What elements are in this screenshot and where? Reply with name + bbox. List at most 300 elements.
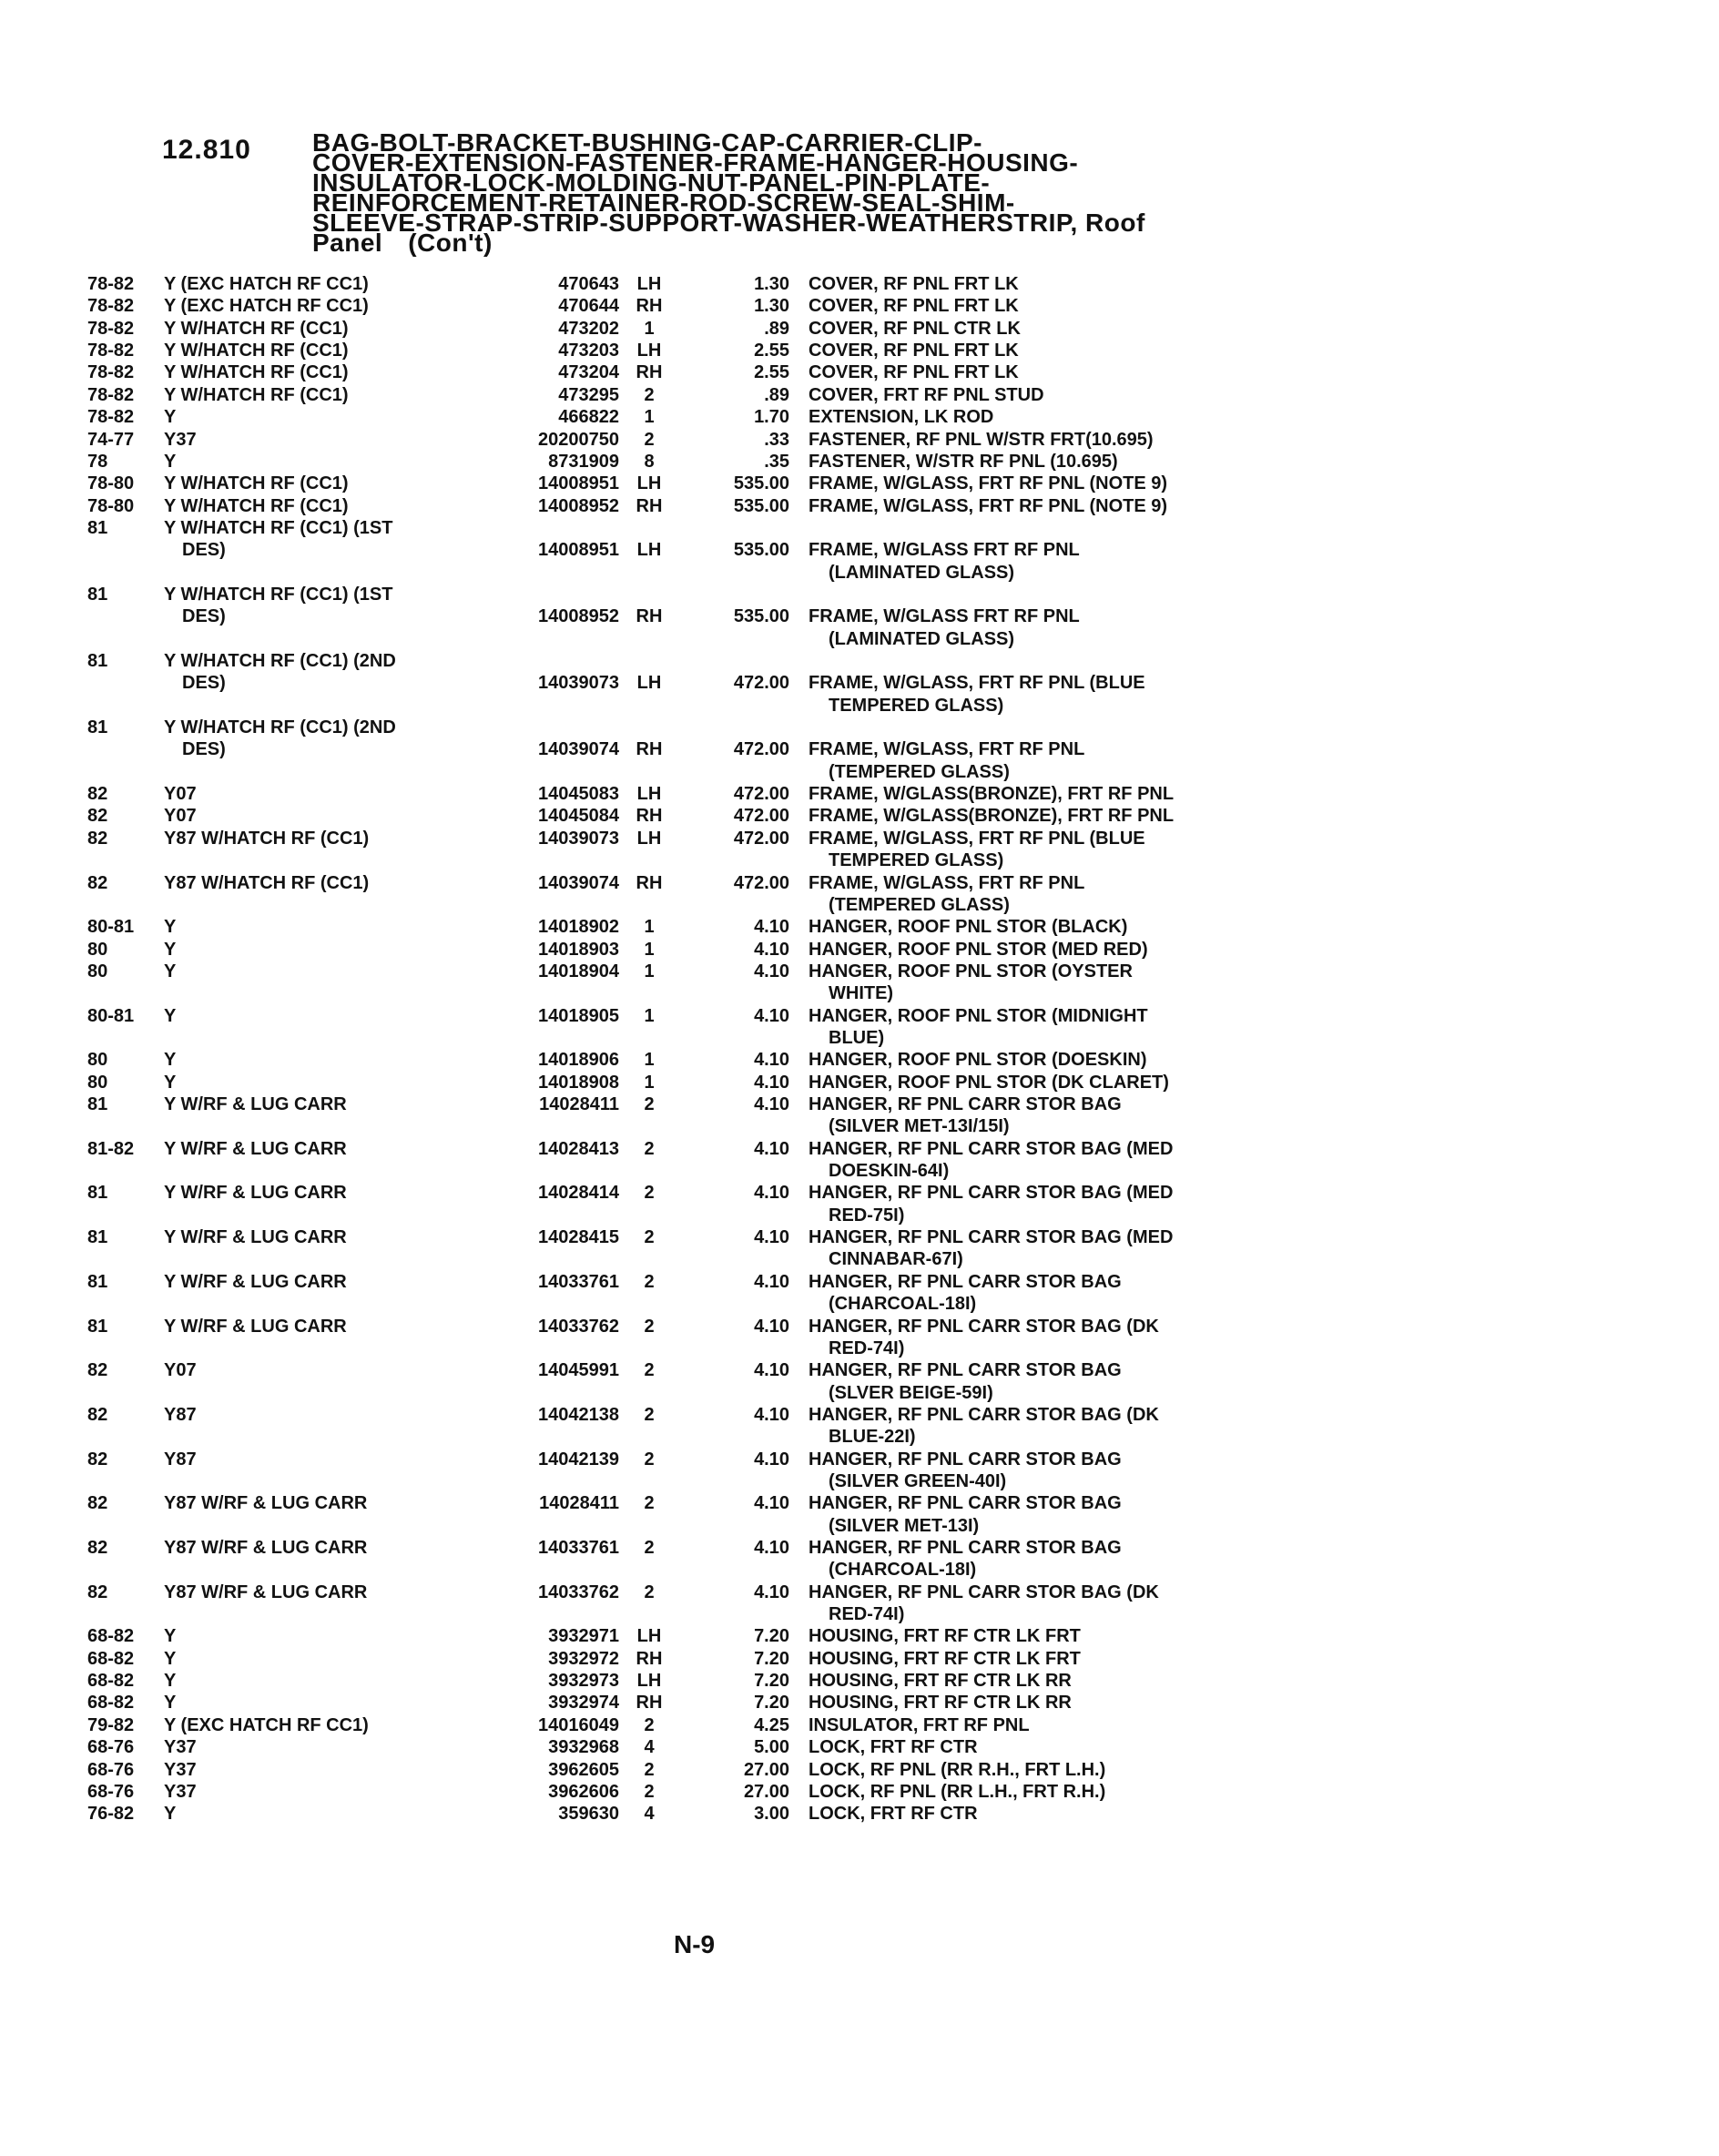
description-cell: COVER, RF PNL CTR LK (809, 318, 1021, 339)
price-cell: 4.10 (754, 1493, 789, 1514)
description-cell: (SILVER GREEN-40I) (829, 1470, 1007, 1491)
model-cell: Y W/RF & LUG CARR (164, 1316, 347, 1337)
description-cell: (LAMINATED GLASS) (829, 628, 1015, 649)
model-cell: Y (EXC HATCH RF CC1) (164, 296, 369, 317)
model-cell: Y (164, 939, 177, 960)
model-cell: Y (164, 1671, 177, 1692)
part-number-cell: 14018908 (538, 1072, 619, 1093)
description-cell: HANGER, ROOF PNL STOR (DOESKIN) (809, 1050, 1147, 1071)
page-number: N-9 (674, 1930, 716, 1958)
model-cell: Y87 (164, 1449, 197, 1470)
year-cell: 80-81 (87, 917, 135, 938)
description-cell: TEMPERED GLASS) (829, 850, 1004, 871)
price-cell: 4.10 (754, 1005, 789, 1026)
description-cell: HOUSING, FRT RF CTR LK RR (809, 1671, 1072, 1692)
description-cell: FRAME, W/GLASS, FRT RF PNL (809, 739, 1085, 760)
year-cell: 81 (87, 1183, 108, 1204)
price-cell: 4.10 (754, 1050, 789, 1071)
model-cell: Y87 W/HATCH RF (CC1) (164, 828, 370, 849)
price-cell: 4.10 (754, 917, 789, 938)
quantity-cell: 1 (644, 961, 655, 981)
part-number-cell: 14042138 (538, 1404, 619, 1425)
description-cell: COVER, RF PNL FRT LK (809, 274, 1019, 294)
year-cell: 68-82 (87, 1648, 135, 1669)
part-number-cell: 14039073 (538, 828, 619, 849)
model-cell: Y (164, 1804, 177, 1825)
part-number-cell: 20200750 (538, 429, 619, 450)
year-cell: 80 (87, 939, 108, 960)
price-cell: 1.30 (754, 296, 789, 317)
quantity-cell: LH (636, 341, 662, 361)
model-cell: Y W/HATCH RF (CC1) (164, 318, 349, 339)
part-number-cell: 3932968 (548, 1737, 619, 1758)
description-cell: LOCK, RF PNL (RR L.H., FRT R.H.) (809, 1781, 1106, 1802)
description-cell: (TEMPERED GLASS) (829, 894, 1010, 915)
part-number-cell: 14008951 (538, 473, 619, 494)
model-cell: Y W/RF & LUG CARR (164, 1138, 347, 1159)
quantity-cell: 1 (644, 1072, 655, 1093)
description-cell: FRAME, W/GLASS, FRT RF PNL (BLUE (809, 673, 1145, 694)
part-number-cell: 14028414 (538, 1183, 619, 1204)
quantity-cell: RH (636, 806, 663, 827)
description-cell: BLUE-22I) (829, 1427, 916, 1448)
price-cell: 472.00 (733, 872, 789, 893)
part-number-cell: 470643 (558, 274, 619, 294)
quantity-cell: 4 (644, 1737, 655, 1758)
year-cell: 80 (87, 961, 108, 981)
description-cell: RED-75I) (829, 1205, 905, 1225)
description-cell: FRAME, W/GLASS, FRT RF PNL (NOTE 9) (809, 473, 1168, 494)
part-number-cell: 14028411 (539, 1493, 619, 1514)
description-cell: HANGER, RF PNL CARR STOR BAG (MED (809, 1227, 1174, 1247)
description-cell: HOUSING, FRT RF CTR LK FRT (809, 1648, 1081, 1669)
model-cell: DES) (182, 739, 226, 760)
quantity-cell: 1 (644, 917, 655, 938)
model-cell: Y07 (164, 784, 197, 805)
quantity-cell: 1 (644, 939, 655, 960)
quantity-cell: 2 (644, 429, 655, 450)
description-cell: LOCK, FRT RF CTR (809, 1804, 978, 1825)
part-number-cell: 14018905 (538, 1005, 619, 1026)
part-number-cell: 8731909 (548, 451, 619, 472)
description-cell: (SLVER BEIGE-59I) (829, 1382, 993, 1403)
price-cell: 472.00 (733, 739, 789, 760)
year-cell: 78-82 (87, 362, 135, 383)
price-cell: 4.10 (754, 1227, 789, 1247)
price-cell: 472.00 (733, 673, 789, 694)
quantity-cell: 2 (644, 1493, 655, 1514)
year-cell: 78-82 (87, 296, 135, 317)
description-cell: HANGER, RF PNL CARR STOR BAG (DK (809, 1581, 1159, 1602)
quantity-cell: RH (636, 296, 663, 317)
price-cell: 535.00 (733, 473, 789, 494)
part-number-cell: 14008952 (538, 495, 619, 516)
quantity-cell: 2 (644, 1404, 655, 1425)
part-number-cell: 3932973 (548, 1671, 619, 1692)
model-cell: Y (164, 917, 177, 938)
quantity-cell: LH (636, 673, 662, 694)
part-number-cell: 14008951 (538, 540, 619, 561)
description-cell: HANGER, RF PNL CARR STOR BAG (809, 1493, 1122, 1514)
quantity-cell: RH (636, 1648, 663, 1669)
description-cell: (CHARCOAL-18I) (829, 1560, 977, 1581)
model-cell: Y W/HATCH RF (CC1) (2ND (164, 651, 396, 671)
model-cell: Y (164, 1648, 177, 1669)
price-cell: 4.25 (754, 1714, 789, 1735)
part-number-cell: 466822 (558, 407, 619, 428)
year-cell: 78-82 (87, 274, 135, 294)
price-cell: .35 (764, 451, 789, 472)
price-cell: 4.10 (754, 1538, 789, 1558)
price-cell: 535.00 (733, 540, 789, 561)
model-cell: Y W/RF & LUG CARR (164, 1227, 347, 1247)
part-number-cell: 3932974 (548, 1693, 619, 1714)
year-cell: 82 (87, 828, 108, 849)
quantity-cell: 2 (644, 1781, 655, 1802)
description-cell: FRAME, W/GLASS FRT RF PNL (809, 540, 1080, 561)
part-number-cell: 14039073 (538, 673, 619, 694)
quantity-cell: 4 (644, 1804, 655, 1825)
description-cell: (CHARCOAL-18I) (829, 1294, 977, 1315)
description-cell: RED-74I) (829, 1604, 905, 1624)
model-cell: Y87 W/RF & LUG CARR (164, 1581, 368, 1602)
year-cell: 81 (87, 1271, 108, 1292)
model-cell: Y07 (164, 806, 197, 827)
price-cell: 4.10 (754, 939, 789, 960)
description-cell: CINNABAR-67I) (829, 1249, 963, 1270)
year-cell: 78-82 (87, 318, 135, 339)
quantity-cell: LH (636, 473, 662, 494)
description-cell: FASTENER, RF PNL W/STR FRT(10.695) (809, 429, 1154, 450)
quantity-cell: LH (636, 1671, 662, 1692)
model-cell: Y W/RF & LUG CARR (164, 1094, 347, 1114)
model-cell: Y (EXC HATCH RF CC1) (164, 1714, 369, 1735)
quantity-cell: 2 (644, 1227, 655, 1247)
part-number-cell: 473204 (558, 362, 619, 383)
part-number-cell: 14018903 (538, 939, 619, 960)
quantity-cell: 2 (644, 384, 655, 405)
price-cell: 472.00 (733, 806, 789, 827)
part-number-cell: 14033761 (538, 1538, 619, 1558)
price-cell: 7.20 (754, 1648, 789, 1669)
quantity-cell: 2 (644, 1538, 655, 1558)
year-cell: 80 (87, 1050, 108, 1071)
model-cell: Y (164, 1050, 177, 1071)
model-cell: Y (164, 1693, 177, 1714)
price-cell: 4.10 (754, 1072, 789, 1093)
quantity-cell: LH (636, 274, 662, 294)
quantity-cell: 2 (644, 1271, 655, 1292)
year-cell: 78-80 (87, 495, 135, 516)
year-cell: 78-82 (87, 407, 135, 428)
quantity-cell: 2 (644, 1581, 655, 1602)
year-cell: 74-77 (87, 429, 135, 450)
description-cell: COVER, RF PNL FRT LK (809, 296, 1019, 317)
description-cell: COVER, RF PNL FRT LK (809, 362, 1019, 383)
price-cell: 4.10 (754, 961, 789, 981)
quantity-cell: RH (636, 495, 663, 516)
title-line: REINFORCEMENT-RETAINER-ROD-SCREW-SEAL-SHIM- (312, 188, 1015, 217)
year-cell: 78-82 (87, 341, 135, 361)
part-number-cell: 14028413 (538, 1138, 619, 1159)
part-number-cell: 3932971 (548, 1626, 619, 1647)
price-cell: 4.10 (754, 1271, 789, 1292)
description-cell: FASTENER, W/STR RF PNL (10.695) (809, 451, 1118, 472)
model-cell: Y W/HATCH RF (CC1) (164, 495, 349, 516)
model-cell: Y W/RF & LUG CARR (164, 1183, 347, 1204)
description-cell: WHITE) (829, 983, 894, 1004)
price-cell: 2.55 (754, 362, 789, 383)
part-number-cell: 14018904 (538, 961, 619, 981)
price-cell: .89 (764, 318, 789, 339)
part-number-cell: 14039074 (538, 739, 619, 760)
description-cell: (LAMINATED GLASS) (829, 562, 1015, 583)
year-cell: 82 (87, 1538, 108, 1558)
model-cell: Y W/HATCH RF (CC1) (164, 362, 349, 383)
part-number-cell: 14018902 (538, 917, 619, 938)
year-cell: 68-82 (87, 1693, 135, 1714)
price-cell: 5.00 (754, 1737, 789, 1758)
price-cell: 4.10 (754, 1183, 789, 1204)
year-cell: 81 (87, 517, 108, 538)
year-cell: 79-82 (87, 1714, 135, 1735)
year-cell: 68-82 (87, 1671, 135, 1692)
price-cell: .33 (764, 429, 789, 450)
year-cell: 80-81 (87, 1005, 135, 1026)
model-cell: Y87 (164, 1404, 197, 1425)
quantity-cell: 2 (644, 1714, 655, 1735)
description-cell: HANGER, ROOF PNL STOR (MIDNIGHT (809, 1005, 1148, 1026)
price-cell: 27.00 (743, 1781, 789, 1802)
model-cell: Y87 W/HATCH RF (CC1) (164, 872, 370, 893)
price-cell: 1.70 (754, 407, 789, 428)
section-number: 12.810 (162, 135, 251, 165)
quantity-cell: 1 (644, 407, 655, 428)
part-number-cell: 473203 (558, 341, 619, 361)
price-cell: 4.10 (754, 1581, 789, 1602)
year-cell: 76-82 (87, 1804, 135, 1825)
description-cell: FRAME, W/GLASS(BRONZE), FRT RF PNL (809, 806, 1175, 827)
quantity-cell: 2 (644, 1316, 655, 1337)
price-cell: .89 (764, 384, 789, 405)
year-cell: 78-80 (87, 473, 135, 494)
description-cell: HANGER, RF PNL CARR STOR BAG (MED (809, 1138, 1174, 1159)
part-number-cell: 14042139 (538, 1449, 619, 1470)
description-cell: BLUE) (829, 1027, 885, 1048)
description-cell: TEMPERED GLASS) (829, 695, 1004, 716)
title-line: BAG-BOLT-BRACKET-BUSHING-CAP-CARRIER-CLIP- (312, 128, 982, 157)
year-cell: 82 (87, 784, 108, 805)
part-number-cell: 14018906 (538, 1050, 619, 1071)
part-number-cell: 14033762 (538, 1316, 619, 1337)
title-line: COVER-EXTENSION-FASTENER-FRAME-HANGER-HOUSING- (312, 148, 1079, 177)
description-cell: HANGER, RF PNL CARR STOR BAG (809, 1271, 1122, 1292)
price-cell: 4.10 (754, 1094, 789, 1114)
part-number-cell: 14028415 (538, 1227, 619, 1247)
part-number-cell: 473202 (558, 318, 619, 339)
quantity-cell: RH (636, 1693, 663, 1714)
year-cell: 81-82 (87, 1138, 135, 1159)
part-number-cell: 3962605 (548, 1759, 619, 1780)
year-cell: 68-76 (87, 1737, 135, 1758)
description-cell: FRAME, W/GLASS, FRT RF PNL (809, 872, 1085, 893)
description-cell: DOESKIN-64I) (829, 1161, 950, 1181)
part-number-cell: 3962606 (548, 1781, 619, 1802)
model-cell: Y W/HATCH RF (CC1) (164, 473, 349, 494)
model-cell: Y (164, 1626, 177, 1647)
model-cell: DES) (182, 673, 226, 694)
year-cell: 82 (87, 1360, 108, 1381)
description-cell: HANGER, RF PNL CARR STOR BAG (DK (809, 1404, 1159, 1425)
quantity-cell: 2 (644, 1094, 655, 1114)
model-cell: Y87 W/RF & LUG CARR (164, 1538, 368, 1558)
price-cell: 535.00 (733, 495, 789, 516)
quantity-cell: 8 (644, 451, 655, 472)
description-cell: HANGER, RF PNL CARR STOR BAG (809, 1538, 1122, 1558)
model-cell: Y W/HATCH RF (CC1) (2ND (164, 717, 396, 737)
price-cell: 7.20 (754, 1693, 789, 1714)
model-cell: Y37 (164, 429, 197, 450)
description-cell: HANGER, RF PNL CARR STOR BAG (DK (809, 1316, 1159, 1337)
model-cell: Y (164, 407, 177, 428)
description-cell: (TEMPERED GLASS) (829, 761, 1010, 782)
description-cell: HANGER, ROOF PNL STOR (BLACK) (809, 917, 1128, 938)
quantity-cell: RH (636, 362, 663, 383)
part-number-cell: 470644 (558, 296, 619, 317)
part-number-cell: 473295 (558, 384, 619, 405)
part-number-cell: 14033761 (538, 1271, 619, 1292)
description-cell: HANGER, RF PNL CARR STOR BAG (809, 1360, 1122, 1381)
year-cell: 81 (87, 1227, 108, 1247)
model-cell: DES) (182, 540, 226, 561)
model-cell: Y (164, 961, 177, 981)
description-cell: HOUSING, FRT RF CTR LK FRT (809, 1626, 1081, 1647)
description-cell: HANGER, ROOF PNL STOR (MED RED) (809, 939, 1148, 960)
price-cell: 1.30 (754, 274, 789, 294)
part-number-cell: 14045083 (538, 784, 619, 805)
description-cell: FRAME, W/GLASS FRT RF PNL (809, 606, 1080, 627)
year-cell: 82 (87, 872, 108, 893)
description-cell: FRAME, W/GLASS, FRT RF PNL (NOTE 9) (809, 495, 1168, 516)
model-cell: Y (164, 1005, 177, 1026)
price-cell: 27.00 (743, 1759, 789, 1780)
year-cell: 68-82 (87, 1626, 135, 1647)
model-cell: Y (164, 1072, 177, 1093)
title-line: INSULATOR-LOCK-MOLDING-NUT-PANEL-PIN-PLATE- (312, 168, 991, 197)
price-cell: 2.55 (754, 341, 789, 361)
quantity-cell: LH (636, 784, 662, 805)
description-cell: (SILVER MET-13I/15I) (829, 1116, 1010, 1137)
part-number-cell: 3932972 (548, 1648, 619, 1669)
model-cell: Y37 (164, 1781, 197, 1802)
year-cell: 82 (87, 806, 108, 827)
part-number-cell: 14039074 (538, 872, 619, 893)
description-cell: (SILVER MET-13I) (829, 1515, 980, 1536)
model-cell: Y37 (164, 1737, 197, 1758)
quantity-cell: 2 (644, 1360, 655, 1381)
price-cell: 472.00 (733, 784, 789, 805)
title-panel: Panel (312, 229, 383, 257)
quantity-cell: RH (636, 739, 663, 760)
description-cell: EXTENSION, LK ROD (809, 407, 994, 428)
price-cell: 4.10 (754, 1316, 789, 1337)
quantity-cell: RH (636, 872, 663, 893)
quantity-cell: 1 (644, 1050, 655, 1071)
year-cell: 81 (87, 584, 108, 605)
quantity-cell: 2 (644, 1183, 655, 1204)
quantity-cell: LH (636, 828, 662, 849)
model-cell: Y W/HATCH RF (CC1) (164, 384, 349, 405)
description-cell: COVER, RF PNL FRT LK (809, 341, 1019, 361)
model-cell: Y (164, 451, 177, 472)
part-number-cell: 359630 (558, 1804, 619, 1825)
quantity-cell: 2 (644, 1138, 655, 1159)
year-cell: 81 (87, 1316, 108, 1337)
year-cell: 68-76 (87, 1759, 135, 1780)
model-cell: Y (EXC HATCH RF CC1) (164, 274, 369, 294)
title-continued: (Con't) (408, 229, 493, 257)
quantity-cell: 2 (644, 1759, 655, 1780)
quantity-cell: 1 (644, 318, 655, 339)
part-number-cell: 14033762 (538, 1581, 619, 1602)
model-cell: DES) (182, 606, 226, 627)
model-cell: Y07 (164, 1360, 197, 1381)
price-cell: 535.00 (733, 606, 789, 627)
part-number-cell: 14045084 (538, 806, 619, 827)
year-cell: 78-82 (87, 384, 135, 405)
model-cell: Y W/HATCH RF (CC1) (164, 341, 349, 361)
description-cell: LOCK, RF PNL (RR R.H., FRT L.H.) (809, 1759, 1106, 1780)
year-cell: 81 (87, 717, 108, 737)
year-cell: 82 (87, 1493, 108, 1514)
description-cell: HANGER, RF PNL CARR STOR BAG (MED (809, 1183, 1174, 1204)
description-cell: HANGER, RF PNL CARR STOR BAG (809, 1449, 1122, 1470)
description-cell: RED-74I) (829, 1337, 905, 1358)
part-number-cell: 14016049 (538, 1714, 619, 1735)
price-cell: 7.20 (754, 1626, 789, 1647)
part-number-cell: 14008952 (538, 606, 619, 627)
model-cell: Y87 W/RF & LUG CARR (164, 1493, 368, 1514)
price-cell: 4.10 (754, 1449, 789, 1470)
description-cell: LOCK, FRT RF CTR (809, 1737, 978, 1758)
description-cell: HOUSING, FRT RF CTR LK RR (809, 1693, 1072, 1714)
year-cell: 68-76 (87, 1781, 135, 1802)
quantity-cell: RH (636, 606, 663, 627)
description-cell: COVER, FRT RF PNL STUD (809, 384, 1044, 405)
price-cell: 4.10 (754, 1138, 789, 1159)
title-line: SLEEVE-STRAP-STRIP-SUPPORT-WASHER-WEATHERSTRIP, Roof (312, 208, 1145, 237)
year-cell: 82 (87, 1404, 108, 1425)
model-cell: Y W/RF & LUG CARR (164, 1271, 347, 1292)
description-cell: FRAME, W/GLASS(BRONZE), FRT RF PNL (809, 784, 1175, 805)
price-cell: 7.20 (754, 1671, 789, 1692)
year-cell: 81 (87, 1094, 108, 1114)
year-cell: 82 (87, 1581, 108, 1602)
part-number-cell: 14028411 (539, 1094, 619, 1114)
quantity-cell: LH (636, 1626, 662, 1647)
price-cell: 3.00 (754, 1804, 789, 1825)
year-cell: 80 (87, 1072, 108, 1093)
price-cell: 4.10 (754, 1360, 789, 1381)
year-cell: 82 (87, 1449, 108, 1470)
price-cell: 472.00 (733, 828, 789, 849)
quantity-cell: LH (636, 540, 662, 561)
year-cell: 78 (87, 451, 108, 472)
description-cell: HANGER, RF PNL CARR STOR BAG (809, 1094, 1122, 1114)
section-title (312, 128, 1223, 257)
description-cell: HANGER, ROOF PNL STOR (OYSTER (809, 961, 1133, 981)
price-cell: 4.10 (754, 1404, 789, 1425)
